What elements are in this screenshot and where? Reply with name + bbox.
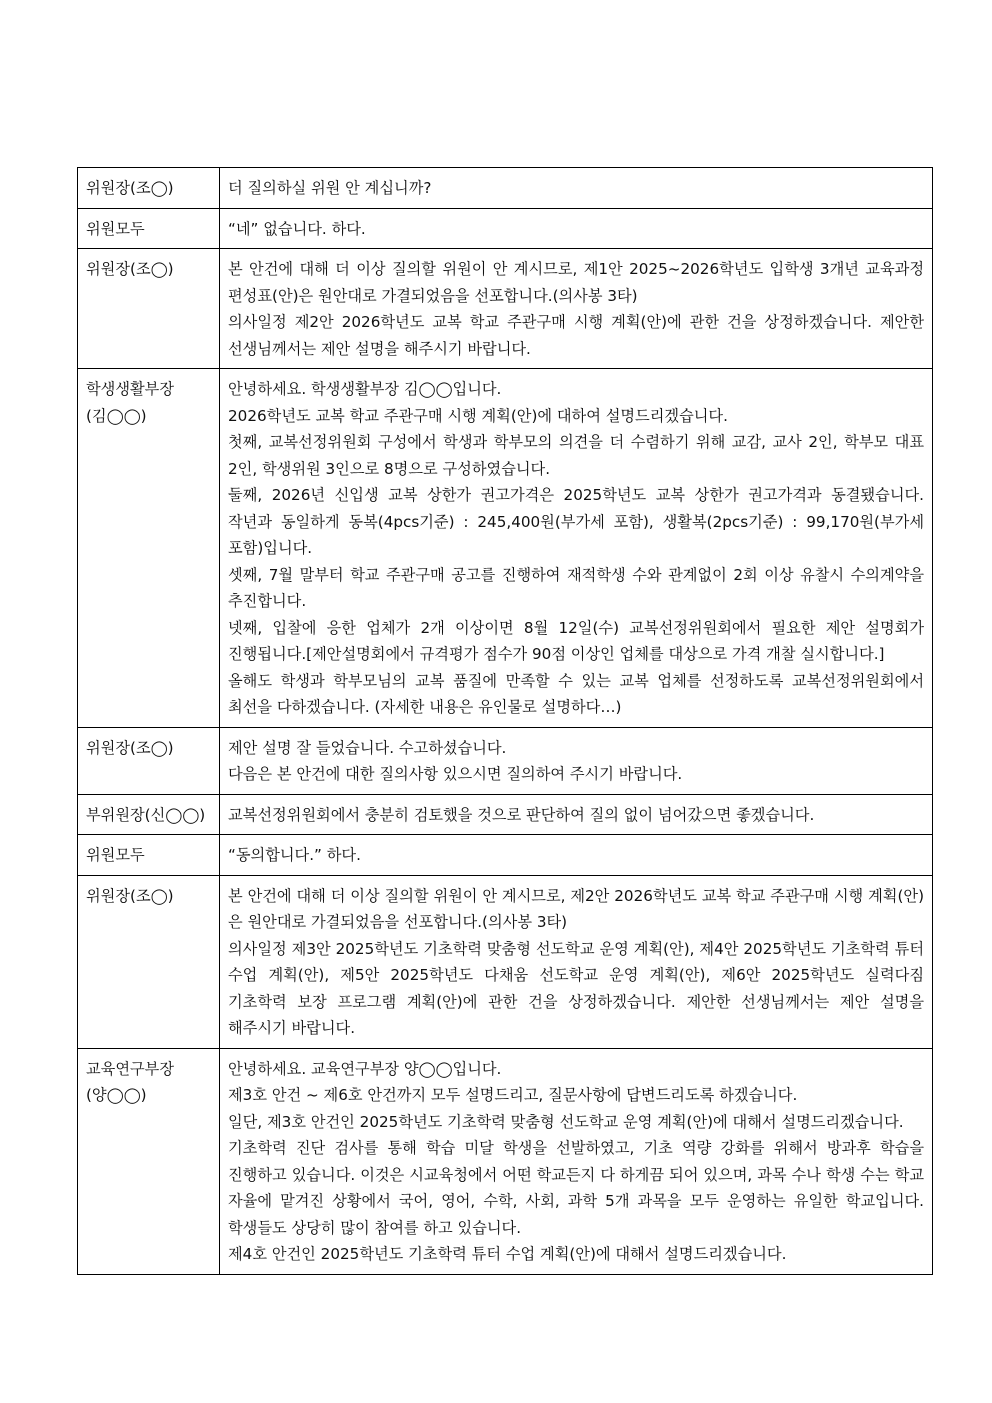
speech-paragraph: 제안 설명 잘 들었습니다. 수고하셨습니다.	[228, 738, 507, 757]
minutes-row	[78, 1048, 933, 1274]
speaker-name: 위원장(조◯)	[86, 260, 174, 278]
speech-paragraph: 본 안건에 대해 더 이상 질의할 위원이 안 계시므로, 제2안 2026학년도 교복 학교 주관구매 시행 계획(안)은 원안대로 가결되었음을 선포합니다.(의사봉 3타)	[228, 886, 924, 931]
speaker-cell	[78, 249, 220, 369]
speech-paragraph: 다음은 본 안건에 대한 질의사항 있으시면 질의하여 주시기 바랍니다.	[228, 765, 683, 783]
speech-cell	[220, 208, 933, 249]
speech-paragraph: 넷째, 입찰에 응한 업체가 2개 이상이면 8월 12일(수) 교복선정위원회에서 필요한 제안 설명회가 진행됩니다.[제안설명회에서 규격평가 점수가 90점 이상인 업체를 대상으로 가격 개찰 실시합니다.]	[228, 618, 924, 663]
speaker-name: 학생생활부장	[86, 380, 175, 398]
minutes-row	[78, 835, 933, 876]
speech-cell	[220, 249, 933, 369]
speaker-cell	[78, 875, 220, 1048]
speech-cell	[220, 727, 933, 794]
speaker-cell	[78, 369, 220, 728]
minutes-table-body	[78, 168, 933, 1275]
speech-paragraph: 더 질의하실 위원 안 계십니까?	[228, 179, 432, 197]
speech-paragraph: 안녕하세요. 학생생활부장 김◯◯입니다.	[228, 380, 502, 398]
speaker-cell	[78, 1048, 220, 1274]
minutes-row	[78, 369, 933, 728]
speech-paragraph: 2026학년도 교복 학교 주관구매 시행 계획(안)에 대하여 설명드리겠습니다.	[228, 406, 728, 425]
speech-cell	[220, 875, 933, 1048]
speaker-cell	[78, 168, 220, 209]
speaker-name: 위원장(조◯)	[86, 886, 174, 905]
speech-paragraph: 둘째, 2026년 신입생 교복 상한가 권고가격은 2025학년도 교복 상한가 권고가격과 동결됐습니다. 작년과 동일하게 동복(4pcs기준) : 245,400원(부가세 포함), 생활복(2pcs기준) : 99,170원(부가세 포함)입니다.	[228, 486, 924, 557]
speech-paragraph: “네” 없습니다. 하다.	[228, 219, 366, 238]
speaker-name: 위원모두	[86, 219, 145, 238]
speech-paragraph: 올해도 학생과 학부모님의 교복 품질에 만족할 수 있는 교복 업체를 선정하도록 교복선정위원회에서 최선을 다하겠습니다. (자세한 내용은 유인물로 설명하다…)	[228, 671, 924, 716]
speech-paragraph: 본 안건에 대해 더 이상 질의할 위원이 안 계시므로, 제1안 2025~2026학년도 입학생 3개년 교육과정 편성표(안)은 원안대로 가결되었음을 선포합니다.(의사봉 3타)	[228, 260, 924, 305]
speaker-cell	[78, 835, 220, 876]
minutes-row	[78, 794, 933, 835]
speech-paragraph: 제4호 안건인 2025학년도 기초학력 튜터 수업 계획(안)에 대해서 설명드리겠습니다.	[228, 1245, 787, 1263]
speech-paragraph: 셋째, 7월 말부터 학교 주관구매 공고를 진행하여 재적학생 수와 관계없이 2회 이상 유찰시 수의계약을 추진합니다.	[228, 565, 924, 610]
speaker-name: (김◯◯)	[86, 406, 147, 425]
speech-cell	[220, 835, 933, 876]
minutes-row	[78, 249, 933, 369]
speech-paragraph: 안녕하세요. 교육연구부장 양◯◯입니다.	[228, 1059, 502, 1078]
speech-paragraph: 의사일정 제3안 2025학년도 기초학력 맞춤형 선도학교 운영 계획(안), 제4안 2025학년도 기초학력 튜터 수업 계획(안), 제5안 2025학년도 다채움 선도학교 운영 계획(안), 제6안 2025학년도 실력다짐 기초학력 보장 프로그램 계획(안)에 관한 건을 상정하겠습니다. 제안한 선생님께서는 제안 설명을 해주시기 바랍니다.	[228, 939, 924, 1037]
minutes-row	[78, 208, 933, 249]
speaker-name: 위원장(조◯)	[86, 738, 174, 757]
minutes-row	[78, 168, 933, 209]
speaker-name: 위원모두	[86, 846, 145, 864]
speaker-name: 부위원장(신◯◯)	[86, 805, 206, 824]
speech-paragraph: 의사일정 제2안 2026학년도 교복 학교 주관구매 시행 계획(안)에 관한 건을 상정하겠습니다. 제안한 선생님께서는 제안 설명을 해주시기 바랍니다.	[228, 313, 924, 358]
minutes-row	[78, 875, 933, 1048]
speech-cell	[220, 168, 933, 209]
speech-paragraph: 첫째, 교복선정위원회 구성에서 학생과 학부모의 의견을 더 수렴하기 위해 교감, 교사 2인, 학부모 대표 2인, 학생위원 3인으로 8명으로 구성하였습니다.	[228, 433, 924, 478]
speech-cell	[220, 369, 933, 728]
speaker-cell	[78, 794, 220, 835]
speech-cell	[220, 1048, 933, 1274]
minutes-row	[78, 727, 933, 794]
speaker-cell	[78, 208, 220, 249]
speech-paragraph: 제3호 안건 ~ 제6호 안건까지 모두 설명드리고, 질문사항에 답변드리도록 하겠습니다.	[228, 1086, 798, 1104]
speaker-name: (양◯◯)	[86, 1086, 147, 1104]
speaker-name: 교육연구부장	[86, 1059, 175, 1078]
speaker-name: 위원장(조◯)	[86, 179, 174, 197]
minutes-table	[77, 167, 933, 1275]
speaker-cell	[78, 727, 220, 794]
speech-paragraph: “동의합니다.” 하다.	[228, 846, 361, 864]
speech-paragraph: 교복선정위원회에서 충분히 검토했을 것으로 판단하여 질의 없이 넘어갔으면 좋겠습니다.	[228, 805, 815, 824]
speech-cell	[220, 794, 933, 835]
speech-paragraph: 기초학력 진단 검사를 통해 학습 미달 학생을 선발하였고, 기초 역량 강화를 위해서 방과후 학습을 진행하고 있습니다. 이것은 시교육청에서 어떤 학교든지 다 하게끔 되어 있으며, 과목 수나 학생 수는 학교 자율에 맡겨진 상황에서 국어, 영어, 수학, 사회, 과학 5개 과목을 모두 운영하는 유일한 학교입니다. 학생들도 상당히 많이 참여를 하고 있습니다.	[228, 1139, 924, 1237]
speech-paragraph: 일단, 제3호 안건인 2025학년도 기초학력 맞춤형 선도학교 운영 계획(안)에 대해서 설명드리겠습니다.	[228, 1112, 904, 1131]
